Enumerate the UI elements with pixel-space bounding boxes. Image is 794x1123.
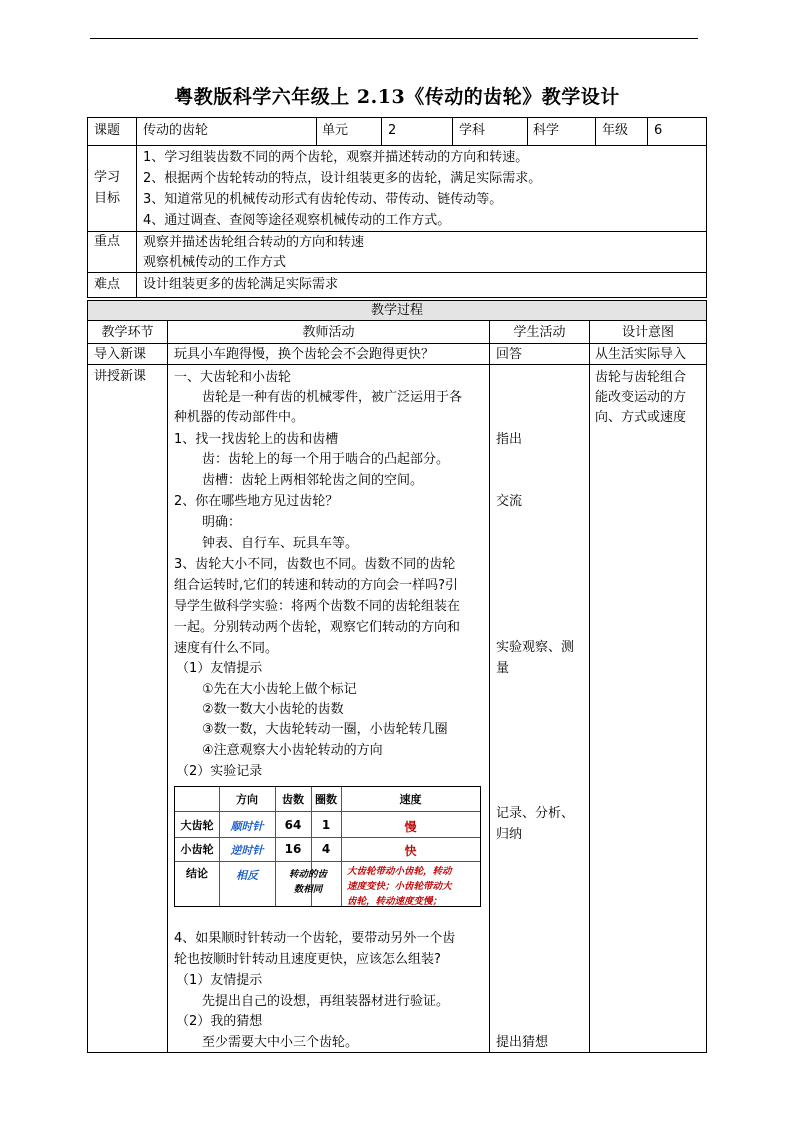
student-item: 归纳 [496,827,523,842]
record-header-teeth: 齿数 [282,793,304,806]
teacher-line: 组合运转时,它们的转速和转动的方向会一样吗?引 [174,578,459,593]
objective-item: 1、学习组装齿数不同的两个齿轮，观察并描述转动的方向和转速。 [143,150,529,165]
objectives-label-1: 学习 [94,170,121,185]
record-row-direction: 顺时针 [230,820,264,833]
teacher-line: 轮也按顺时针转动且速度更快，应该怎么组装? [174,952,441,967]
record-row-name: 小齿轮 [180,843,214,856]
intro-teacher: 玩具小车跑得慢，换个齿轮会不会跑得更快？ [174,347,435,362]
teacher-line: 导学生做科学实验：将两个齿数不同的齿轮组装在 [174,599,461,614]
objectives-label-2: 目标 [94,191,121,206]
record-row-teeth: 16 [284,842,302,856]
record-conclusion-direction: 相反 [236,869,258,882]
intent-line: 能改变运动的方 [595,390,687,405]
teacher-line: ④注意观察大小齿轮转动的方向 [202,743,383,758]
teacher-line: 先提出自己的设想，再组装器材进行验证。 [202,994,450,1009]
intro-intent: 从生活实际导入 [595,347,687,362]
column-header-stage: 教学环节 [101,325,154,340]
teacher-line: 2、你在哪些地方见过齿轮？ [174,494,339,509]
intent-line: 向、方式或速度 [595,410,687,425]
subject-value: 科学 [533,123,560,138]
record-conclusion-speed: 大齿轮带动小齿轮，转动 [347,866,452,877]
teacher-line: 4、如果顺时针转动一个齿轮，要带动另外一个齿 [174,931,456,946]
student-item: 记录、分析、 [496,806,575,821]
key-point-item: 观察并描述齿轮组合转动的方向和转速 [143,235,365,250]
process-header: 教学过程 [370,303,423,318]
teacher-line: 明确： [202,515,242,530]
student-item: 量 [496,661,510,676]
teacher-line: ③数一数，大齿轮转动一圈，小齿轮转几圈 [202,722,448,737]
record-header-turns: 圈数 [315,793,337,806]
objective-item: 4、通过调查、查阅等途径观察机械传动的工作方式。 [143,213,451,228]
teacher-line: （1）友情提示 [176,661,263,676]
header-rule [90,38,698,39]
record-conclusion-speed: 速度变快；小齿轮带动大 [347,881,452,892]
teacher-line: 速度有什么不同。 [174,641,279,656]
record-row-direction: 逆时针 [230,844,264,857]
student-item: 提出猜想 [496,1035,549,1050]
column-header-intent: 设计意图 [621,325,674,340]
key-points-label: 重点 [94,234,121,249]
subject-label: 学科 [459,123,486,138]
unit-label: 单元 [322,123,349,138]
record-conclusion-teeth: 数相同 [293,884,323,895]
experiment-record-table [174,786,481,907]
intro-student: 回答 [496,347,523,362]
teacher-line: 齿轮是一种有齿的机械零件，被广泛运用于各 [202,390,463,405]
record-row-speed: 慢 [404,820,417,834]
key-point-item: 观察机械传动的工作方式 [143,255,287,270]
course-label: 课题 [94,123,121,138]
objective-item: 3、知道常见的机械传动形式有齿轮传动、带传动、链传动等。 [143,192,503,207]
teacher-line: （2）我的猜想 [176,1014,263,1029]
difficulty-text: 设计组装更多的齿轮满足实际需求 [143,277,339,292]
record-row-turns: 4 [321,842,331,856]
record-row-name: 大齿轮 [180,819,214,832]
objective-item: 2、根据两个齿轮转动的特点，设计组装更多的齿轮，满足实际需求。 [143,171,542,186]
teach-stage: 讲授新课 [94,369,147,384]
record-conclusion-speed: 齿轮，转动速度变慢； [347,896,443,907]
teacher-line: （2）实验记录 [176,764,263,779]
teacher-line: 齿槽：齿轮上两相邻轮齿之间的空间。 [202,473,424,488]
page-title: 粤教版科学六年级上 2.13《传动的齿轮》教学设计 [174,86,620,108]
student-item: 实验观察、测 [496,640,575,655]
teacher-line: 至少需要大中小三个齿轮。 [202,1035,359,1050]
record-row-speed: 快 [404,844,417,858]
record-conclusion-teeth: 转动的齿 [288,869,327,880]
intent-line: 齿轮与齿轮组合 [595,370,687,385]
teacher-line: 种机器的传动部件中。 [174,410,305,425]
record-row-turns: 1 [321,818,331,832]
teacher-line: （1）友情提示 [176,973,263,988]
student-item: 交流 [496,494,523,509]
teacher-line: ①先在大小齿轮上做个标记 [202,682,357,697]
column-header-student: 学生活动 [513,325,566,340]
teacher-line: ②数一数大小齿轮的齿数 [202,702,344,717]
record-header-speed: 速度 [399,793,422,806]
column-header-teacher: 教师活动 [302,325,355,340]
teacher-line: 一、大齿轮和小齿轮 [174,370,292,385]
record-header-direction: 方向 [236,793,258,806]
grade-value: 6 [654,123,663,138]
record-conclusion-label: 结论 [186,867,208,880]
teacher-line: 3、齿轮大小不同，齿数也不同。齿数不同的齿轮 [174,557,456,572]
record-row-teeth: 64 [284,818,302,832]
grade-label: 年级 [602,123,629,138]
teacher-line: 钟表、自行车、玩具车等。 [202,536,359,551]
unit-value: 2 [388,123,397,138]
teacher-line: 1、找一找齿轮上的齿和齿槽 [174,432,339,447]
difficulty-label: 难点 [94,277,121,292]
student-item: 指出 [496,432,523,447]
intro-stage: 导入新课 [94,347,147,362]
course-value: 传动的齿轮 [143,123,209,138]
teacher-line: 齿：齿轮上的每一个用于啮合的凸起部分。 [202,452,450,467]
teacher-line: 一起。分别转动两个齿轮，观察它们转动的方向和 [174,620,461,635]
